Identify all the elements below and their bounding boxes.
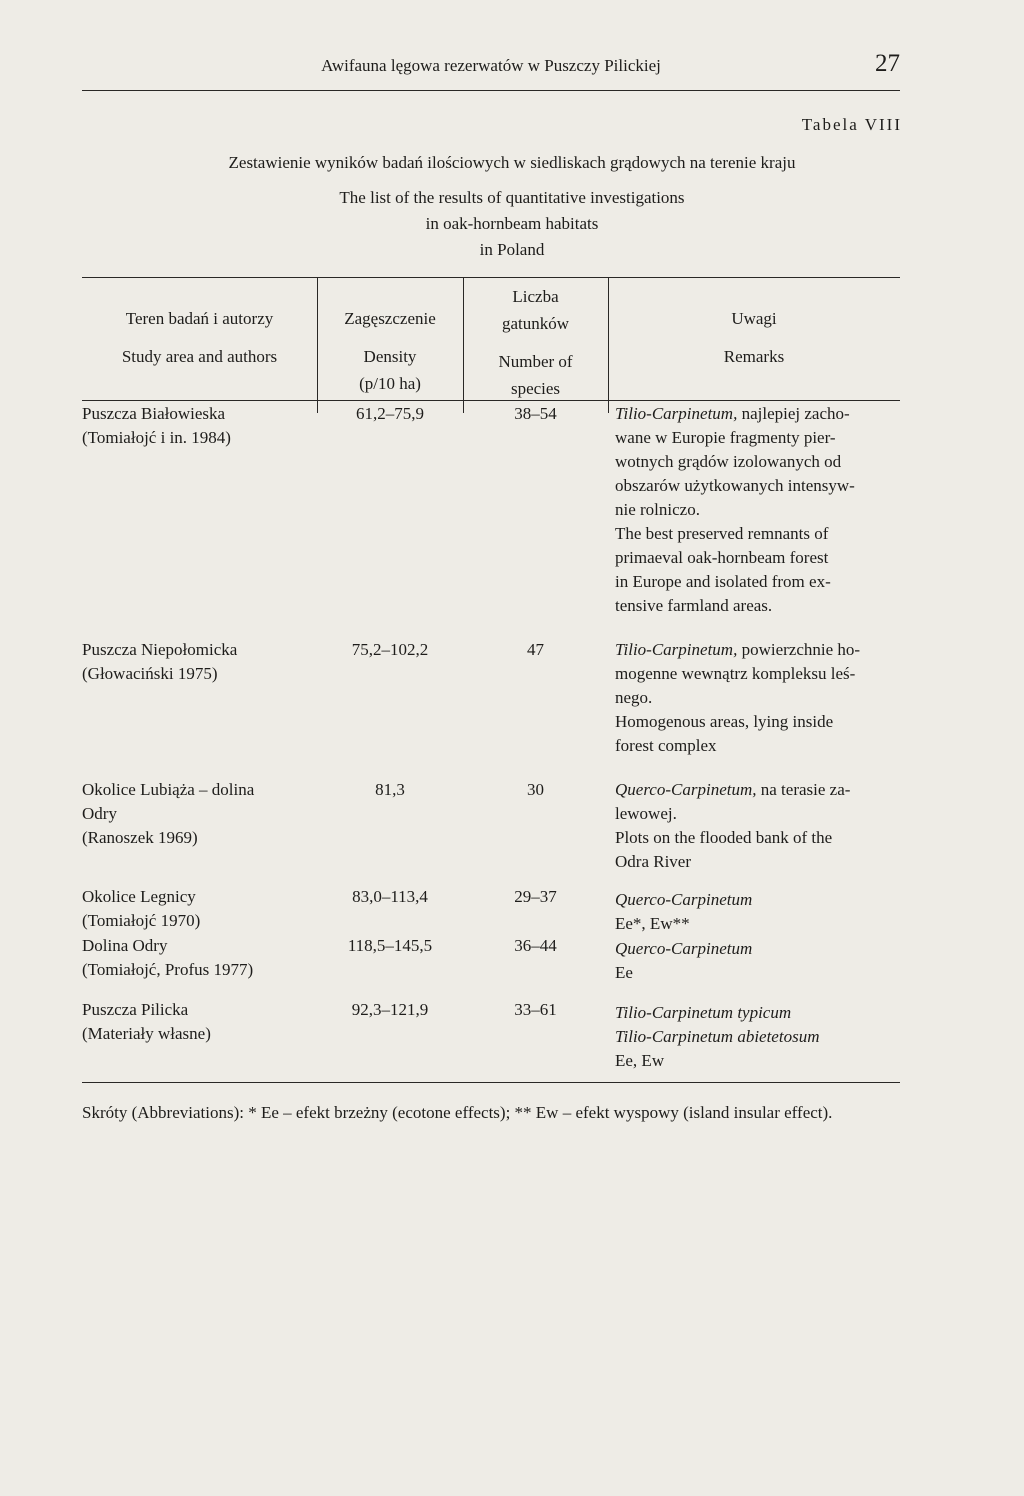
area-authors: (Tomiałojć 1970) xyxy=(82,911,201,930)
area-authors: (Ranoszek 1969) xyxy=(82,828,198,847)
remark-text: in Europe and isolated from ex- xyxy=(615,572,831,591)
remark-text: primaeval oak-hornbeam forest xyxy=(615,548,829,567)
table-row-remarks xyxy=(615,778,905,874)
remark-text: Ee xyxy=(615,963,633,982)
habitat-name: Tilio-Carpinetum, xyxy=(615,404,738,423)
table-row-density: 61,2–75,9 xyxy=(356,404,424,423)
header-area xyxy=(82,305,317,370)
header-remarks xyxy=(608,305,900,370)
table-row-area xyxy=(82,638,317,686)
table-row-species: 29–37 xyxy=(514,887,557,906)
table-row-area xyxy=(82,402,317,450)
table-row-remarks xyxy=(615,1001,905,1073)
header-density-pl: Zagęszczenie xyxy=(344,309,436,328)
habitat-name: Tilio-Carpinetum typicum xyxy=(615,1003,792,1022)
area-authors: (Tomiałojć, Profus 1977) xyxy=(82,960,254,979)
page-number: 27 xyxy=(875,50,900,77)
area-name: Okolice Legnicy xyxy=(82,887,196,906)
header-species-pl-2: gatunków xyxy=(501,314,570,333)
header-remarks-en: Remarks xyxy=(723,347,785,366)
table-row-area xyxy=(82,934,317,982)
header-species-en: Number of xyxy=(498,352,573,371)
area-name: Puszcza Niepołomicka xyxy=(82,640,238,659)
area-name: Puszcza Białowieska xyxy=(82,404,226,423)
remark-text: Ee, Ew xyxy=(615,1051,665,1070)
remark-text: tensive farmland areas. xyxy=(615,596,773,615)
header-species xyxy=(463,283,608,402)
habitat-name: Querco-Carpinetum xyxy=(615,939,753,958)
table-row-remarks xyxy=(615,937,905,985)
header-area-pl: Teren badań i autorzy xyxy=(125,309,274,328)
area-authors: (Głowaciński 1975) xyxy=(82,664,218,683)
area-name: Dolina Odry xyxy=(82,936,168,955)
remark-text: forest complex xyxy=(615,736,717,755)
table-row-remarks xyxy=(615,402,905,618)
table-row-density: 81,3 xyxy=(375,780,405,799)
abbreviations-footnote: Skróty (Abbreviations): * Ee – efekt brzeżny (ecotone effects); ** Ew – efekt wyspowy (island insular effect). xyxy=(82,1103,833,1122)
habitat-name: Tilio-Carpinetum abietetosum xyxy=(615,1027,820,1046)
table-row-species: 47 xyxy=(527,640,544,659)
caption-polish: Zestawienie wyników badań ilościowych w siedliskach grądowych na terenie kraju xyxy=(228,153,796,172)
table-bottom-rule xyxy=(82,1082,900,1083)
area-name: Puszcza Pilicka xyxy=(82,1000,189,1019)
table-row-density: 75,2–102,2 xyxy=(351,640,429,659)
area-authors: (Tomiałojć i in. 1984) xyxy=(82,428,231,447)
table-row-density: 92,3–121,9 xyxy=(351,1000,429,1019)
header-species-en-2: species xyxy=(510,379,561,398)
header-density-unit: (p/10 ha) xyxy=(359,374,421,393)
caption-english-line: in Poland xyxy=(479,240,545,259)
table-row-area xyxy=(82,778,317,850)
table-row-species: 33–61 xyxy=(514,1000,557,1019)
area-name: Okolice Lubiąża – dolina xyxy=(82,780,255,799)
table-top-rule xyxy=(82,277,900,278)
caption-english-line: in oak-hornbeam habitats xyxy=(425,214,599,233)
remark-text: wotnych grądów izolowanych od xyxy=(615,452,842,471)
header-remarks-pl: Uwagi xyxy=(731,309,777,328)
table-row-species: 38–54 xyxy=(514,404,557,423)
remark-text: Odra River xyxy=(615,852,692,871)
remark-text: lewowej. xyxy=(615,804,677,823)
table-row-remarks xyxy=(615,888,905,936)
remark-text: Plots on the flooded bank of the xyxy=(615,828,833,847)
remark-text: najlepiej zacho- xyxy=(737,404,850,423)
habitat-name: Querco-Carpinetum xyxy=(615,890,753,909)
caption-english-line: The list of the results of quantitative investigations xyxy=(339,188,685,207)
header-area-en: Study area and authors xyxy=(121,347,278,366)
header-species-pl: Liczba xyxy=(512,287,559,306)
remark-text: Homogenous areas, lying inside xyxy=(615,712,834,731)
running-header xyxy=(82,50,900,91)
table-row-area xyxy=(82,998,317,1046)
remark-text: powierzchnie ho- xyxy=(737,640,861,659)
habitat-name: Querco-Carpinetum, xyxy=(615,780,757,799)
area-authors: (Materiały własne) xyxy=(82,1024,211,1043)
header-density xyxy=(317,305,463,397)
table-row-species: 36–44 xyxy=(514,936,557,955)
remark-text: na terasie za- xyxy=(756,780,851,799)
table-row-species: 30 xyxy=(527,780,544,799)
remark-text: obszarów użytkowanych intensyw- xyxy=(615,476,855,495)
remark-text: wane w Europie fragmenty pier- xyxy=(615,428,836,447)
running-title: Awifauna lęgowa rezerwatów w Puszczy Pilickiej xyxy=(321,56,661,75)
remark-text: nie rolniczo. xyxy=(615,500,700,519)
table-row-remarks xyxy=(615,638,905,758)
remark-text: nego. xyxy=(615,688,653,707)
caption-english xyxy=(0,185,1024,263)
remark-text: mogenne wewnątrz kompleksu leś- xyxy=(615,664,856,683)
table-row-density: 118,5–145,5 xyxy=(347,936,433,955)
remark-text: The best preserved remnants of xyxy=(615,524,829,543)
table-label: Tabela VIII xyxy=(801,115,902,134)
table-row-area xyxy=(82,885,317,933)
header-density-en: Density xyxy=(363,347,417,366)
area-name: Odry xyxy=(82,804,117,823)
remark-text: Ee*, Ew** xyxy=(615,914,690,933)
table-row-density: 83,0–113,4 xyxy=(352,887,428,906)
habitat-name: Tilio-Carpinetum, xyxy=(615,640,738,659)
